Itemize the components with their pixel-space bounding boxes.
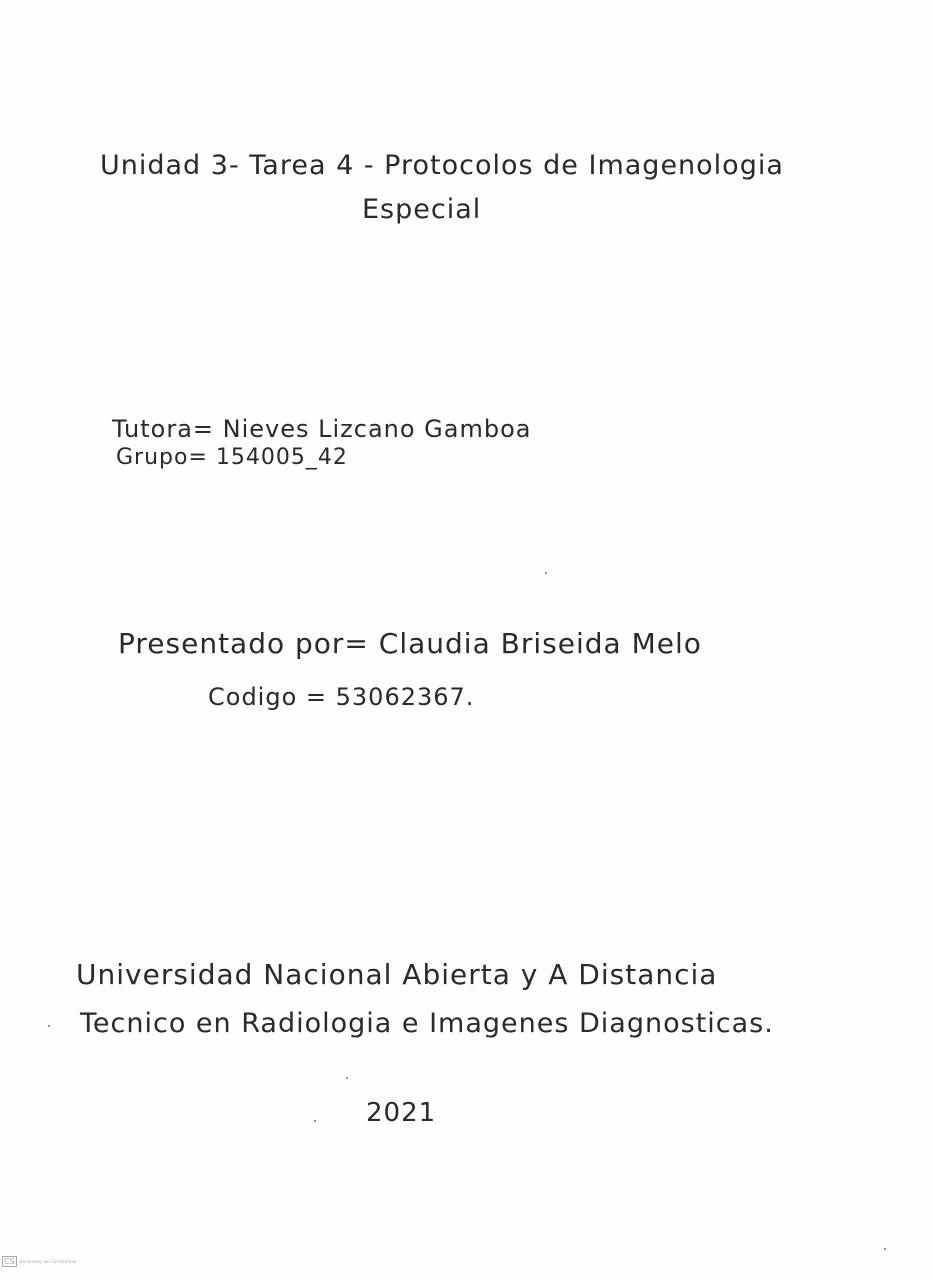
camscanner-watermark <box>2 1256 77 1267</box>
speck <box>884 1248 886 1250</box>
speck <box>48 1025 50 1027</box>
title-line-2: Especial <box>362 194 482 225</box>
group-line: Grupo= 154005_42 <box>116 445 348 470</box>
tutor-line: Tutora= Nieves Lizcano Gamboa <box>112 415 532 443</box>
speck <box>314 1120 316 1122</box>
speck <box>545 572 547 574</box>
watermark-text: Escaneado con CamScanner <box>19 1259 77 1264</box>
university-line: Universidad Nacional Abierta y A Distancia <box>76 958 718 991</box>
program-line: Tecnico en Radiologia e Imagenes Diagnosticas. <box>80 1008 774 1039</box>
year-line: 2021 <box>366 1098 437 1128</box>
presented-by-line: Presentado por= Claudia Briseida Melo <box>118 627 702 660</box>
speck <box>346 1077 348 1079</box>
code-line: Codigo = 53062367. <box>208 683 475 711</box>
camscanner-logo-icon: CS <box>4 1257 15 1266</box>
title-line-1: Unidad 3- Tarea 4 - Protocolos de Imagenologia <box>100 150 784 181</box>
